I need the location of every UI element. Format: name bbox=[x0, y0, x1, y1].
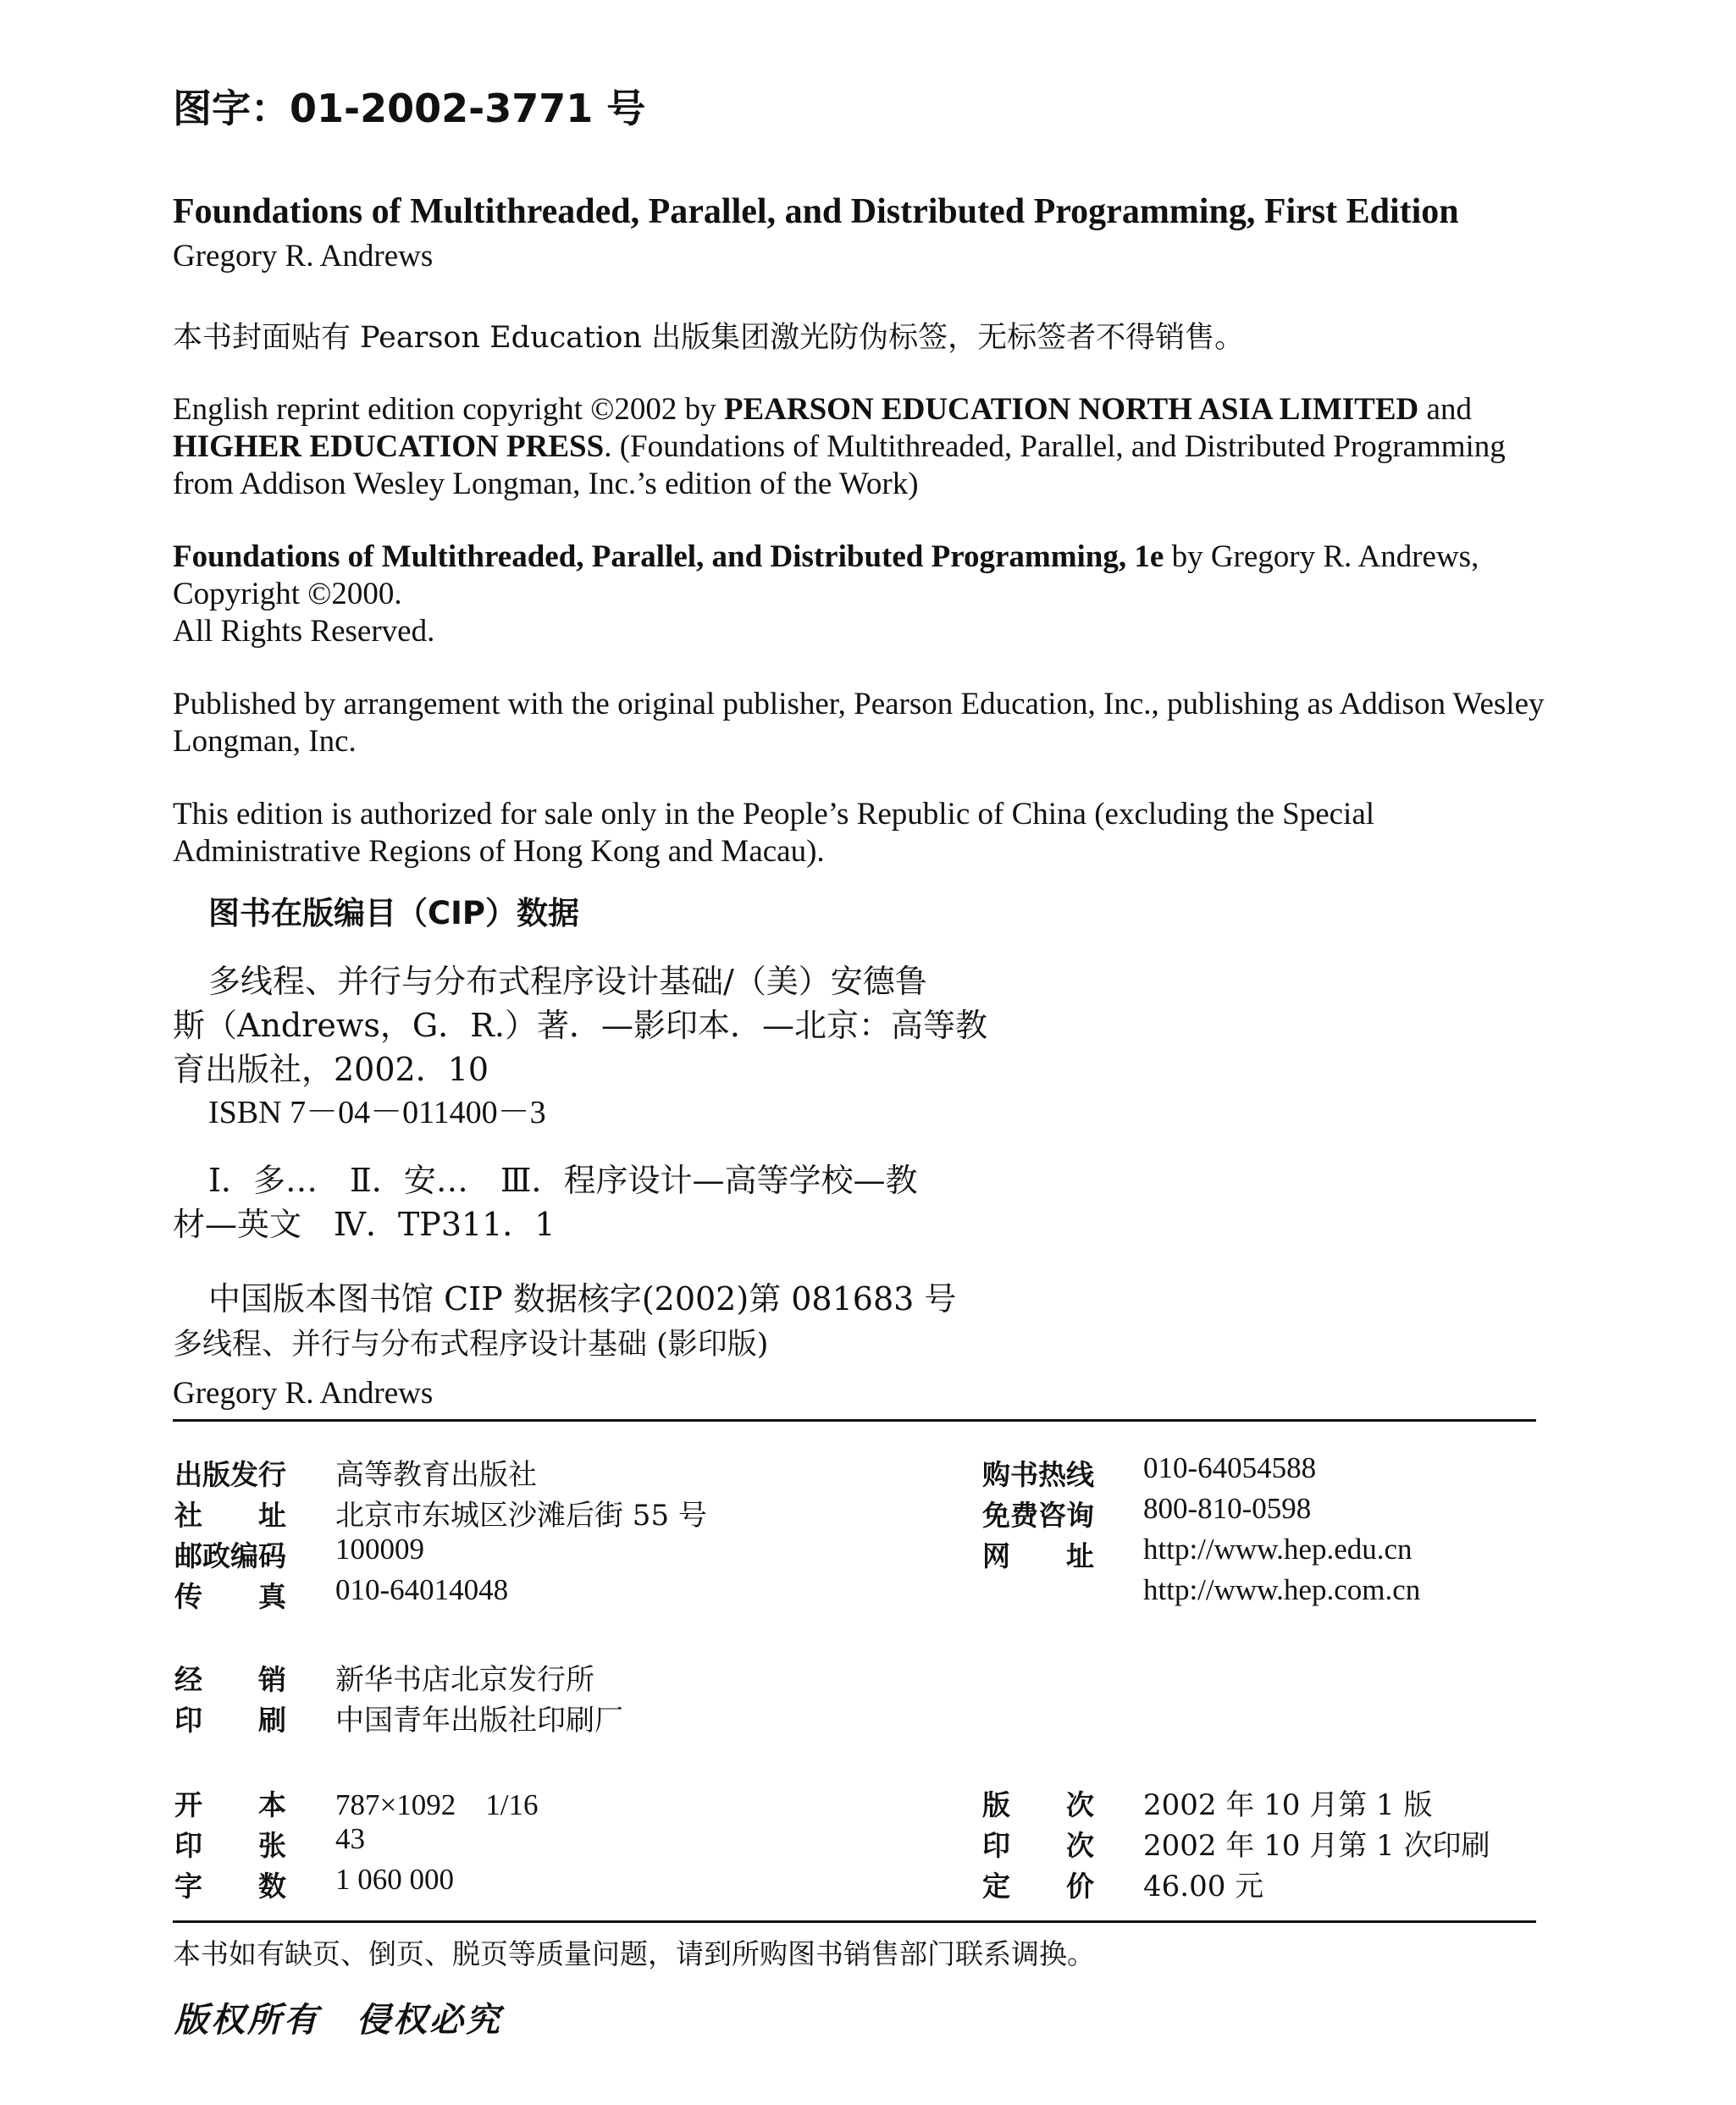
copyright-paragraph-4-line-1: This edition is authorized for sale only in the People’s Republic of China (excluding the Special bbox=[173, 797, 1375, 832]
divider-bottom bbox=[173, 1920, 1536, 1923]
value-purchase-hotline: 010-64054588 bbox=[1143, 1451, 1317, 1484]
permit-number: 图字：01-2002-3771 号 bbox=[173, 86, 646, 131]
cip-line-3: 育出版社，2002．10 bbox=[173, 1051, 489, 1088]
cip-heading: 图书在版编目（CIP）数据 bbox=[208, 895, 580, 931]
copyright-paragraph-3-line-1: Published by arrangement with the original publisher, Pearson Education, Inc., publishing as Addison Wesley bbox=[173, 687, 1545, 721]
value-fax: 010-64014048 bbox=[335, 1573, 509, 1606]
laser-label-notice: 本书封面贴有 Pearson Education 出版集团激光防伪标签，无标签者不得销售。 bbox=[173, 321, 1245, 355]
value-address: 北京市东城区沙滩后街 55 号 bbox=[335, 1499, 707, 1533]
label-website: 网 址 bbox=[982, 1539, 1094, 1572]
label-printing: 印 次 bbox=[982, 1829, 1094, 1862]
label-word-count: 字 数 bbox=[174, 1870, 286, 1903]
value-word-count: 1 060 000 bbox=[335, 1863, 454, 1896]
label-fax: 传 真 bbox=[174, 1580, 286, 1613]
cip-classification-2: 材—英文 Ⅳ．TP311．1 bbox=[173, 1206, 556, 1243]
value-printing: 2002 年 10 月第 1 次印刷 bbox=[1143, 1829, 1490, 1863]
value-edition: 2002 年 10 月第 1 版 bbox=[1143, 1788, 1433, 1822]
label-printer: 印 刷 bbox=[174, 1704, 286, 1737]
value-printer: 中国青年出版社印刷厂 bbox=[335, 1704, 623, 1738]
rights-reserved-stamp: 版权所有 侵权必究 bbox=[174, 2000, 502, 2040]
label-distributor: 经 销 bbox=[174, 1663, 286, 1696]
cip-line-1: 多线程、并行与分布式程序设计基础/（美）安德鲁 bbox=[208, 963, 927, 1000]
copyright-paragraph-2-line-2: Copyright ©2000. bbox=[173, 577, 402, 611]
cip-record-number: 中国版本图书馆 CIP 数据核字(2002)第 081683 号 bbox=[208, 1280, 957, 1318]
value-free-consult: 800-810-0598 bbox=[1143, 1492, 1312, 1525]
label-edition: 版 次 bbox=[982, 1788, 1094, 1821]
label-purchase-hotline: 购书热线 bbox=[982, 1458, 1094, 1491]
book-author: Gregory R. Andrews bbox=[173, 239, 434, 273]
label-postcode: 邮政编码 bbox=[174, 1539, 286, 1572]
divider-top bbox=[173, 1419, 1536, 1422]
value-postcode: 100009 bbox=[335, 1533, 424, 1566]
label-price: 定 价 bbox=[982, 1870, 1094, 1903]
value-publisher: 高等教育出版社 bbox=[335, 1458, 537, 1492]
label-free-consult: 免费咨询 bbox=[982, 1499, 1094, 1532]
value-distributor: 新华书店北京发行所 bbox=[335, 1663, 594, 1697]
quality-notice: 本书如有缺页、倒页、脱页等质量问题，请到所购图书销售部门联系调换。 bbox=[173, 1937, 1095, 1970]
label-publisher: 出版发行 bbox=[174, 1458, 286, 1491]
copyright-paragraph-2-line-1: Foundations of Multithreaded, Parallel, and Distributed Programming, 1e by Gregory R. Andrews, bbox=[173, 539, 1479, 574]
cip-isbn: ISBN 7－04－011400－3 bbox=[208, 1095, 546, 1130]
copyright-paragraph-1-line-1: English reprint edition copyright ©2002 by PEARSON EDUCATION NORTH ASIA LIMITED and bbox=[173, 392, 1472, 427]
copyright-paragraph-4-line-2: Administrative Regions of Hong Kong and Macau). bbox=[173, 834, 825, 869]
copyright-paragraph-1-line-2: HIGHER EDUCATION PRESS. (Foundations of Multithreaded, Parallel, and Distributed Programming bbox=[173, 429, 1506, 464]
copyright-paragraph-3-line-2: Longman, Inc. bbox=[173, 724, 357, 759]
copyright-paragraph-1-line-3: from Addison Wesley Longman, Inc.’s edition of the Work) bbox=[173, 467, 919, 501]
label-address: 社 址 bbox=[174, 1499, 286, 1532]
cip-line-2: 斯（Andrews，G．R.）著．—影印本．—北京：高等教 bbox=[173, 1007, 987, 1044]
cip-classification-1: Ⅰ．多… Ⅱ．安… Ⅲ．程序设计—高等学校—教 bbox=[208, 1162, 918, 1199]
copyright-paragraph-2-line-3: All Rights Reserved. bbox=[173, 614, 435, 649]
label-format: 开 本 bbox=[174, 1788, 286, 1821]
book-author-repeat: Gregory R. Andrews bbox=[173, 1376, 434, 1411]
value-format: 787×1092 1/16 bbox=[335, 1788, 539, 1821]
value-price: 46.00 元 bbox=[1143, 1870, 1264, 1903]
chinese-book-title: 多线程、并行与分布式程序设计基础 (影印版) bbox=[173, 1328, 769, 1362]
value-website-2[interactable]: http://www.hep.com.cn bbox=[1143, 1573, 1421, 1606]
label-sheets: 印 张 bbox=[174, 1829, 286, 1862]
book-title: Foundations of Multithreaded, Parallel, and Distributed Programming, First Edition bbox=[173, 192, 1459, 231]
value-sheets: 43 bbox=[335, 1822, 365, 1855]
value-website-1[interactable]: http://www.hep.edu.cn bbox=[1143, 1533, 1413, 1566]
